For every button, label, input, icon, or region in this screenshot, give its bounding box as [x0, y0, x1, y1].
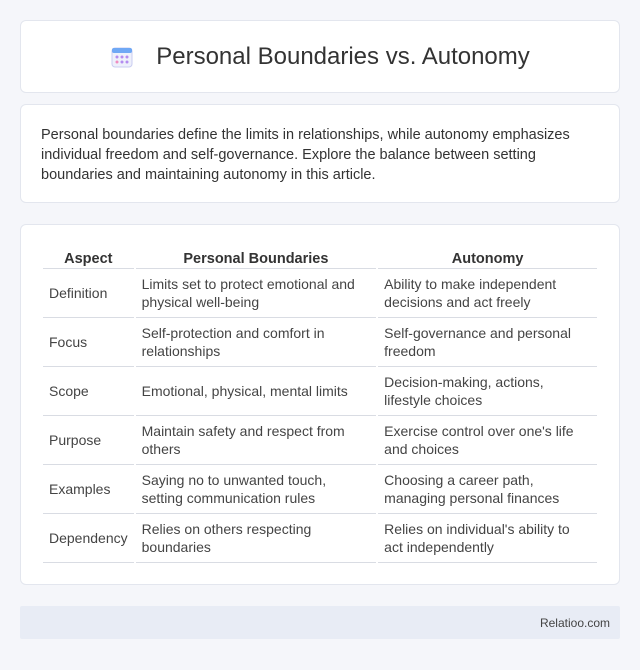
table-header-row — [43, 245, 597, 269]
comparison-table — [41, 245, 599, 563]
header-personal-boundaries: Personal Boundaries — [136, 245, 377, 269]
table-cell: Emotional, physical, mental limits — [136, 367, 377, 416]
intro-card — [20, 104, 620, 203]
table-cell: Focus — [43, 318, 134, 367]
table-cell: Purpose — [43, 416, 134, 465]
header-aspect: Aspect — [43, 245, 134, 269]
footer-bar — [20, 606, 620, 639]
header-autonomy: Autonomy — [378, 245, 597, 269]
table-cell: Scope — [43, 367, 134, 416]
table-cell: Saying no to unwanted touch, setting communication rules — [136, 465, 377, 514]
table-cell: Relies on others respecting boundaries — [136, 514, 377, 563]
table-row — [43, 514, 597, 563]
table-cell: Self-protection and comfort in relationships — [136, 318, 377, 367]
table-cell: Maintain safety and respect from others — [136, 416, 377, 465]
calendar-icon — [110, 45, 134, 69]
table-row — [43, 465, 597, 514]
table-cell: Limits set to protect emotional and physical well-being — [136, 269, 377, 318]
table-cell: Decision-making, actions, lifestyle choices — [378, 367, 597, 416]
table-cell: Dependency — [43, 514, 134, 563]
table-row — [43, 416, 597, 465]
comparison-table-card — [20, 224, 620, 585]
page-title: Personal Boundaries vs. Autonomy — [156, 42, 530, 70]
table-cell: Definition — [43, 269, 134, 318]
table-cell: Choosing a career path, managing personal finances — [378, 465, 597, 514]
table-cell: Relies on individual's ability to act independently — [378, 514, 597, 563]
table-cell: Examples — [43, 465, 134, 514]
table-row — [43, 367, 597, 416]
table-cell: Ability to make independent decisions and act freely — [378, 269, 597, 318]
table-row — [43, 269, 597, 318]
title-card — [20, 20, 620, 93]
intro-text: Personal boundaries define the limits in relationships, while autonomy emphasizes individual freedom and self-governance. Explore the balance between setting boundaries and maintaining autonomy in this article. — [41, 127, 570, 183]
table-cell: Exercise control over one's life and choices — [378, 416, 597, 465]
table-row — [43, 318, 597, 367]
table-cell: Self-governance and personal freedom — [378, 318, 597, 367]
footer-brand-link[interactable]: Relatioo.com — [539, 615, 610, 630]
